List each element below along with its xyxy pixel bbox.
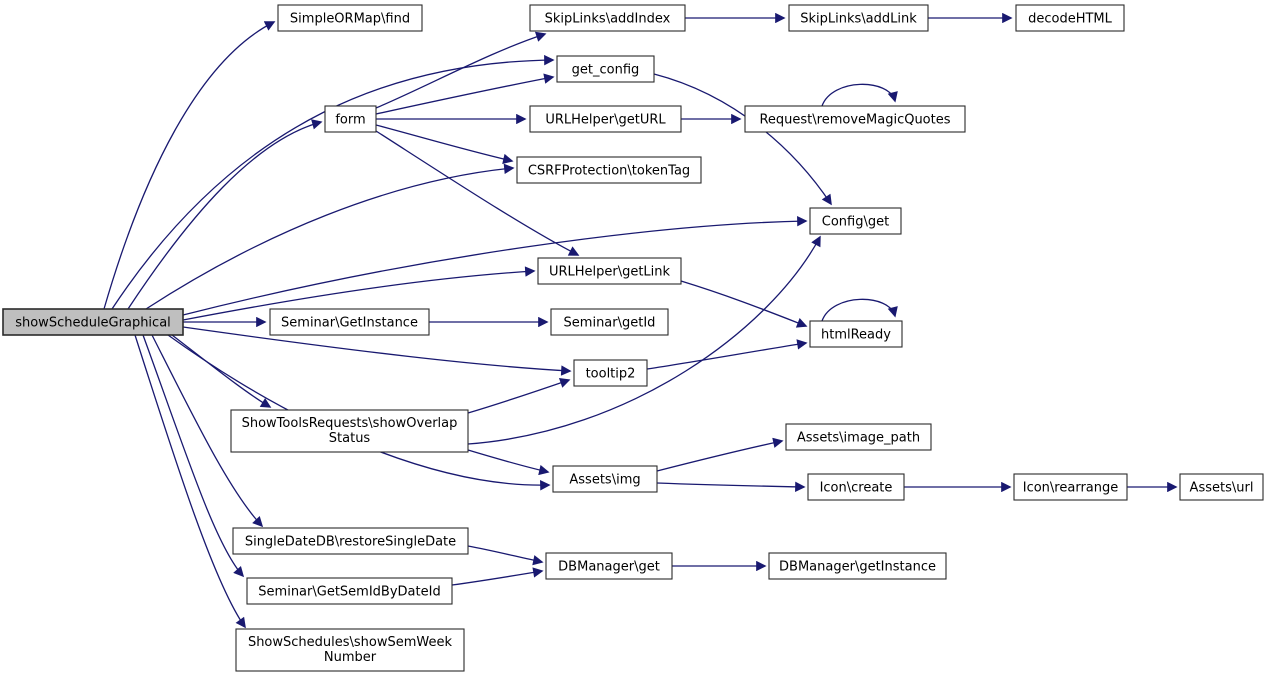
node-label-iconCreate: Icon\create <box>819 480 893 496</box>
edge-getLink-to-htmlReady <box>681 281 806 326</box>
node-find[interactable] <box>278 5 422 31</box>
node-label-getInstance: Seminar\GetInstance <box>281 315 418 331</box>
node-restoreSingleDate[interactable] <box>233 528 468 554</box>
node-label-getId: Seminar\getId <box>563 315 656 331</box>
node-label-decodeHTML: decodeHTML <box>1028 11 1112 27</box>
node-overlap[interactable] <box>231 410 468 452</box>
edge-tooltip2-to-htmlReady <box>647 343 806 369</box>
edge-main-to-configGet <box>183 221 806 315</box>
node-label-getConfig: get_config <box>571 62 640 78</box>
node-label-main: showScheduleGraphical <box>15 315 171 331</box>
node-addLink[interactable] <box>789 5 928 31</box>
node-iconCreate[interactable] <box>808 474 904 500</box>
node-tokenTag[interactable] <box>517 157 701 183</box>
edge-img-to-iconCreate <box>657 483 804 487</box>
edge-removeMagicQuotes-to-removeMagicQuotes <box>822 84 895 106</box>
node-removeMagicQuotes[interactable] <box>745 106 965 132</box>
node-label-addLink: SkipLinks\addLink <box>800 11 917 27</box>
node-decodeHTML[interactable] <box>1016 5 1124 31</box>
node-label-tokenTag: CSRFProtection\tokenTag <box>527 163 691 179</box>
node-dbGetInstance[interactable] <box>769 553 946 579</box>
node-getSemId[interactable] <box>247 578 452 604</box>
edge-form-to-addIndex <box>376 34 545 108</box>
node-label-restoreSingleDate: SingleDateDB\restoreSingleDate <box>244 534 457 550</box>
node-getURL[interactable] <box>530 106 681 132</box>
node-url[interactable] <box>1180 474 1263 500</box>
node-addIndex[interactable] <box>530 5 685 31</box>
node-label-removeMagicQuotes: Request\removeMagicQuotes <box>759 112 951 128</box>
node-getLink[interactable] <box>538 258 681 284</box>
node-label-find: SimpleORMap\find <box>289 11 411 27</box>
node-tooltip2[interactable] <box>574 360 647 386</box>
edge-form-to-tokenTag <box>376 125 512 161</box>
node-label-addIndex: SkipLinks\addIndex <box>544 11 671 27</box>
node-label-tooltip2: tooltip2 <box>585 366 636 382</box>
node-label-img: Assets\img <box>569 472 641 488</box>
node-showSemWeek[interactable] <box>236 629 464 671</box>
edge-restoreSingleDate-to-dbGet <box>468 546 542 562</box>
node-label-configGet: Config\get <box>821 214 890 230</box>
node-label-showSemWeek: ShowSchedules\showSemWeek Number <box>247 635 453 665</box>
edge-getSemId-to-dbGet <box>452 571 542 585</box>
node-label-htmlReady: htmlReady <box>821 327 891 343</box>
node-configGet[interactable] <box>810 208 901 234</box>
edge-overlap-to-tooltip2 <box>468 380 569 413</box>
node-imagePath[interactable] <box>786 424 931 450</box>
node-label-imagePath: Assets\image_path <box>796 430 921 446</box>
edge-main-to-form <box>128 122 321 309</box>
node-getConfig[interactable] <box>557 56 654 82</box>
node-form[interactable] <box>325 106 376 132</box>
edge-form-to-getLink <box>376 131 578 255</box>
node-htmlReady[interactable] <box>810 321 902 347</box>
node-label-getSemId: Seminar\GetSemIdByDateId <box>258 584 441 600</box>
node-main[interactable] <box>3 309 183 335</box>
node-label-getLink: URLHelper\getLink <box>548 264 671 280</box>
edge-main-to-getSemId <box>143 335 243 576</box>
node-label-dbGetInstance: DBManager\getInstance <box>779 559 936 575</box>
node-label-overlap: ShowToolsRequests\showOverlap Status <box>241 416 458 446</box>
edge-main-to-find <box>104 22 274 309</box>
node-label-rearrange: Icon\rearrange <box>1022 480 1119 496</box>
node-getId[interactable] <box>551 309 668 335</box>
node-rearrange[interactable] <box>1014 474 1127 500</box>
edge-main-to-tokenTag <box>146 168 513 309</box>
nodes-layer <box>3 5 1263 671</box>
edge-getConfig-to-configGet <box>654 74 831 204</box>
edge-overlap-to-img <box>468 450 548 472</box>
node-label-url: Assets\url <box>1189 480 1254 496</box>
node-img[interactable] <box>553 466 657 492</box>
node-dbGet[interactable] <box>546 553 672 579</box>
edge-img-to-imagePath <box>657 441 782 471</box>
edge-htmlReady-to-htmlReady <box>822 299 895 321</box>
node-label-form: form <box>335 112 366 128</box>
node-label-dbGet: DBManager\get <box>558 559 660 575</box>
node-label-getURL: URLHelper\getURL <box>545 112 666 128</box>
edge-main-to-getConfig <box>112 60 553 309</box>
node-getInstance[interactable] <box>270 309 429 335</box>
